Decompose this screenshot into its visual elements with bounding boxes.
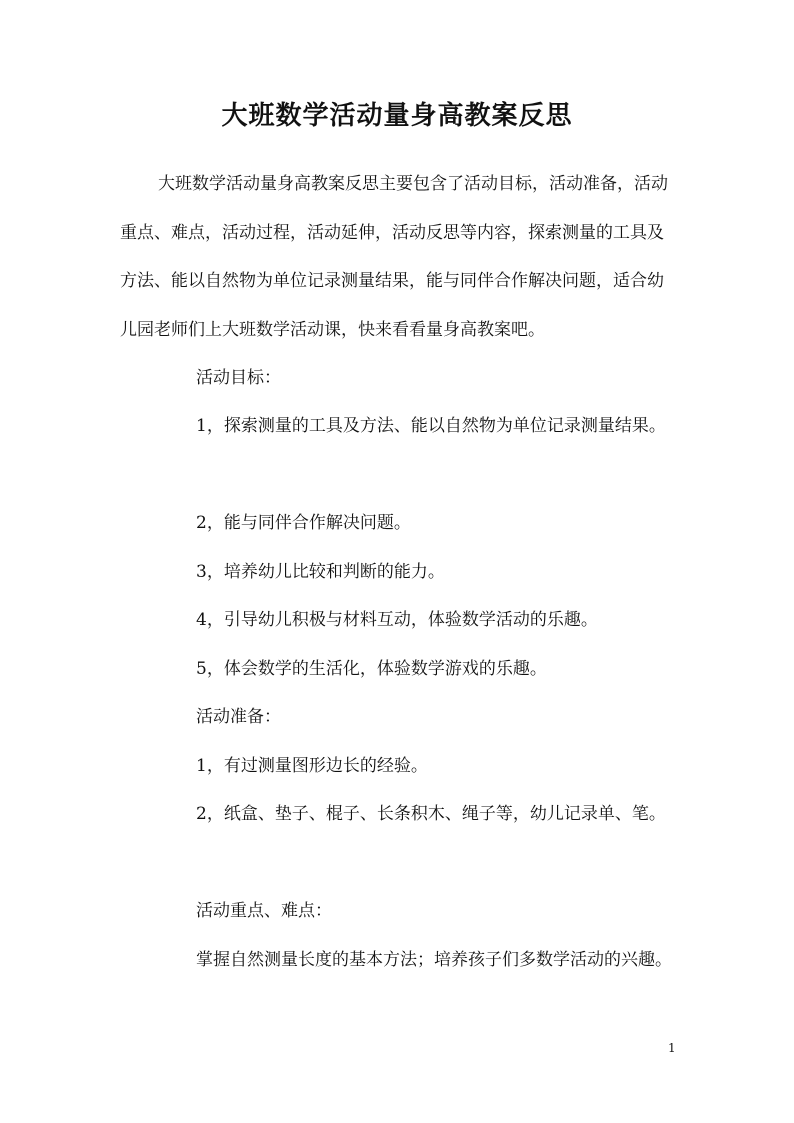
goal-item-2: 2，能与同伴合作解决问题。 xyxy=(196,513,411,533)
goal-item-3: 3，培养幼儿比较和判断的能力。 xyxy=(196,562,445,582)
goal-item-1: 1，探索测量的工具及方法、能以自然物为单位记录测量结果。 xyxy=(196,416,666,436)
intro-paragraph: 大班数学活动量身高教案反思主要包含了活动目标，活动准备，活动重点、难点，活动过程，活动延伸，活动反思等内容，探索测量的工具及方法、能以自然物为单位记录测量结果，能与同伴合作解决问题，适合幼儿园老师们上大班数学活动课，快来看看量身高教案吧。 xyxy=(120,174,668,340)
heading-activity-goals: 活动目标： xyxy=(196,368,281,388)
goal-item-4: 4，引导幼儿积极与材料互动，体验数学活动的乐趣。 xyxy=(196,610,598,630)
heading-activity-preparation: 活动准备： xyxy=(196,707,281,727)
heading-key-points: 活动重点、难点： xyxy=(196,901,332,921)
preparation-item-1: 1，有过测量图形边长的经验。 xyxy=(196,756,428,776)
page-number: 1 xyxy=(668,1041,676,1055)
goal-item-5: 5，体会数学的生活化，体验数学游戏的乐趣。 xyxy=(196,659,547,679)
document-title: 大班数学活动量身高教案反思 xyxy=(221,101,573,131)
key-points-text: 掌握自然测量长度的基本方法；培养孩子们多数学活动的兴趣。 xyxy=(196,950,672,970)
preparation-item-2: 2，纸盒、垫子、棍子、长条积木、绳子等，幼儿记录单、笔。 xyxy=(196,804,666,824)
